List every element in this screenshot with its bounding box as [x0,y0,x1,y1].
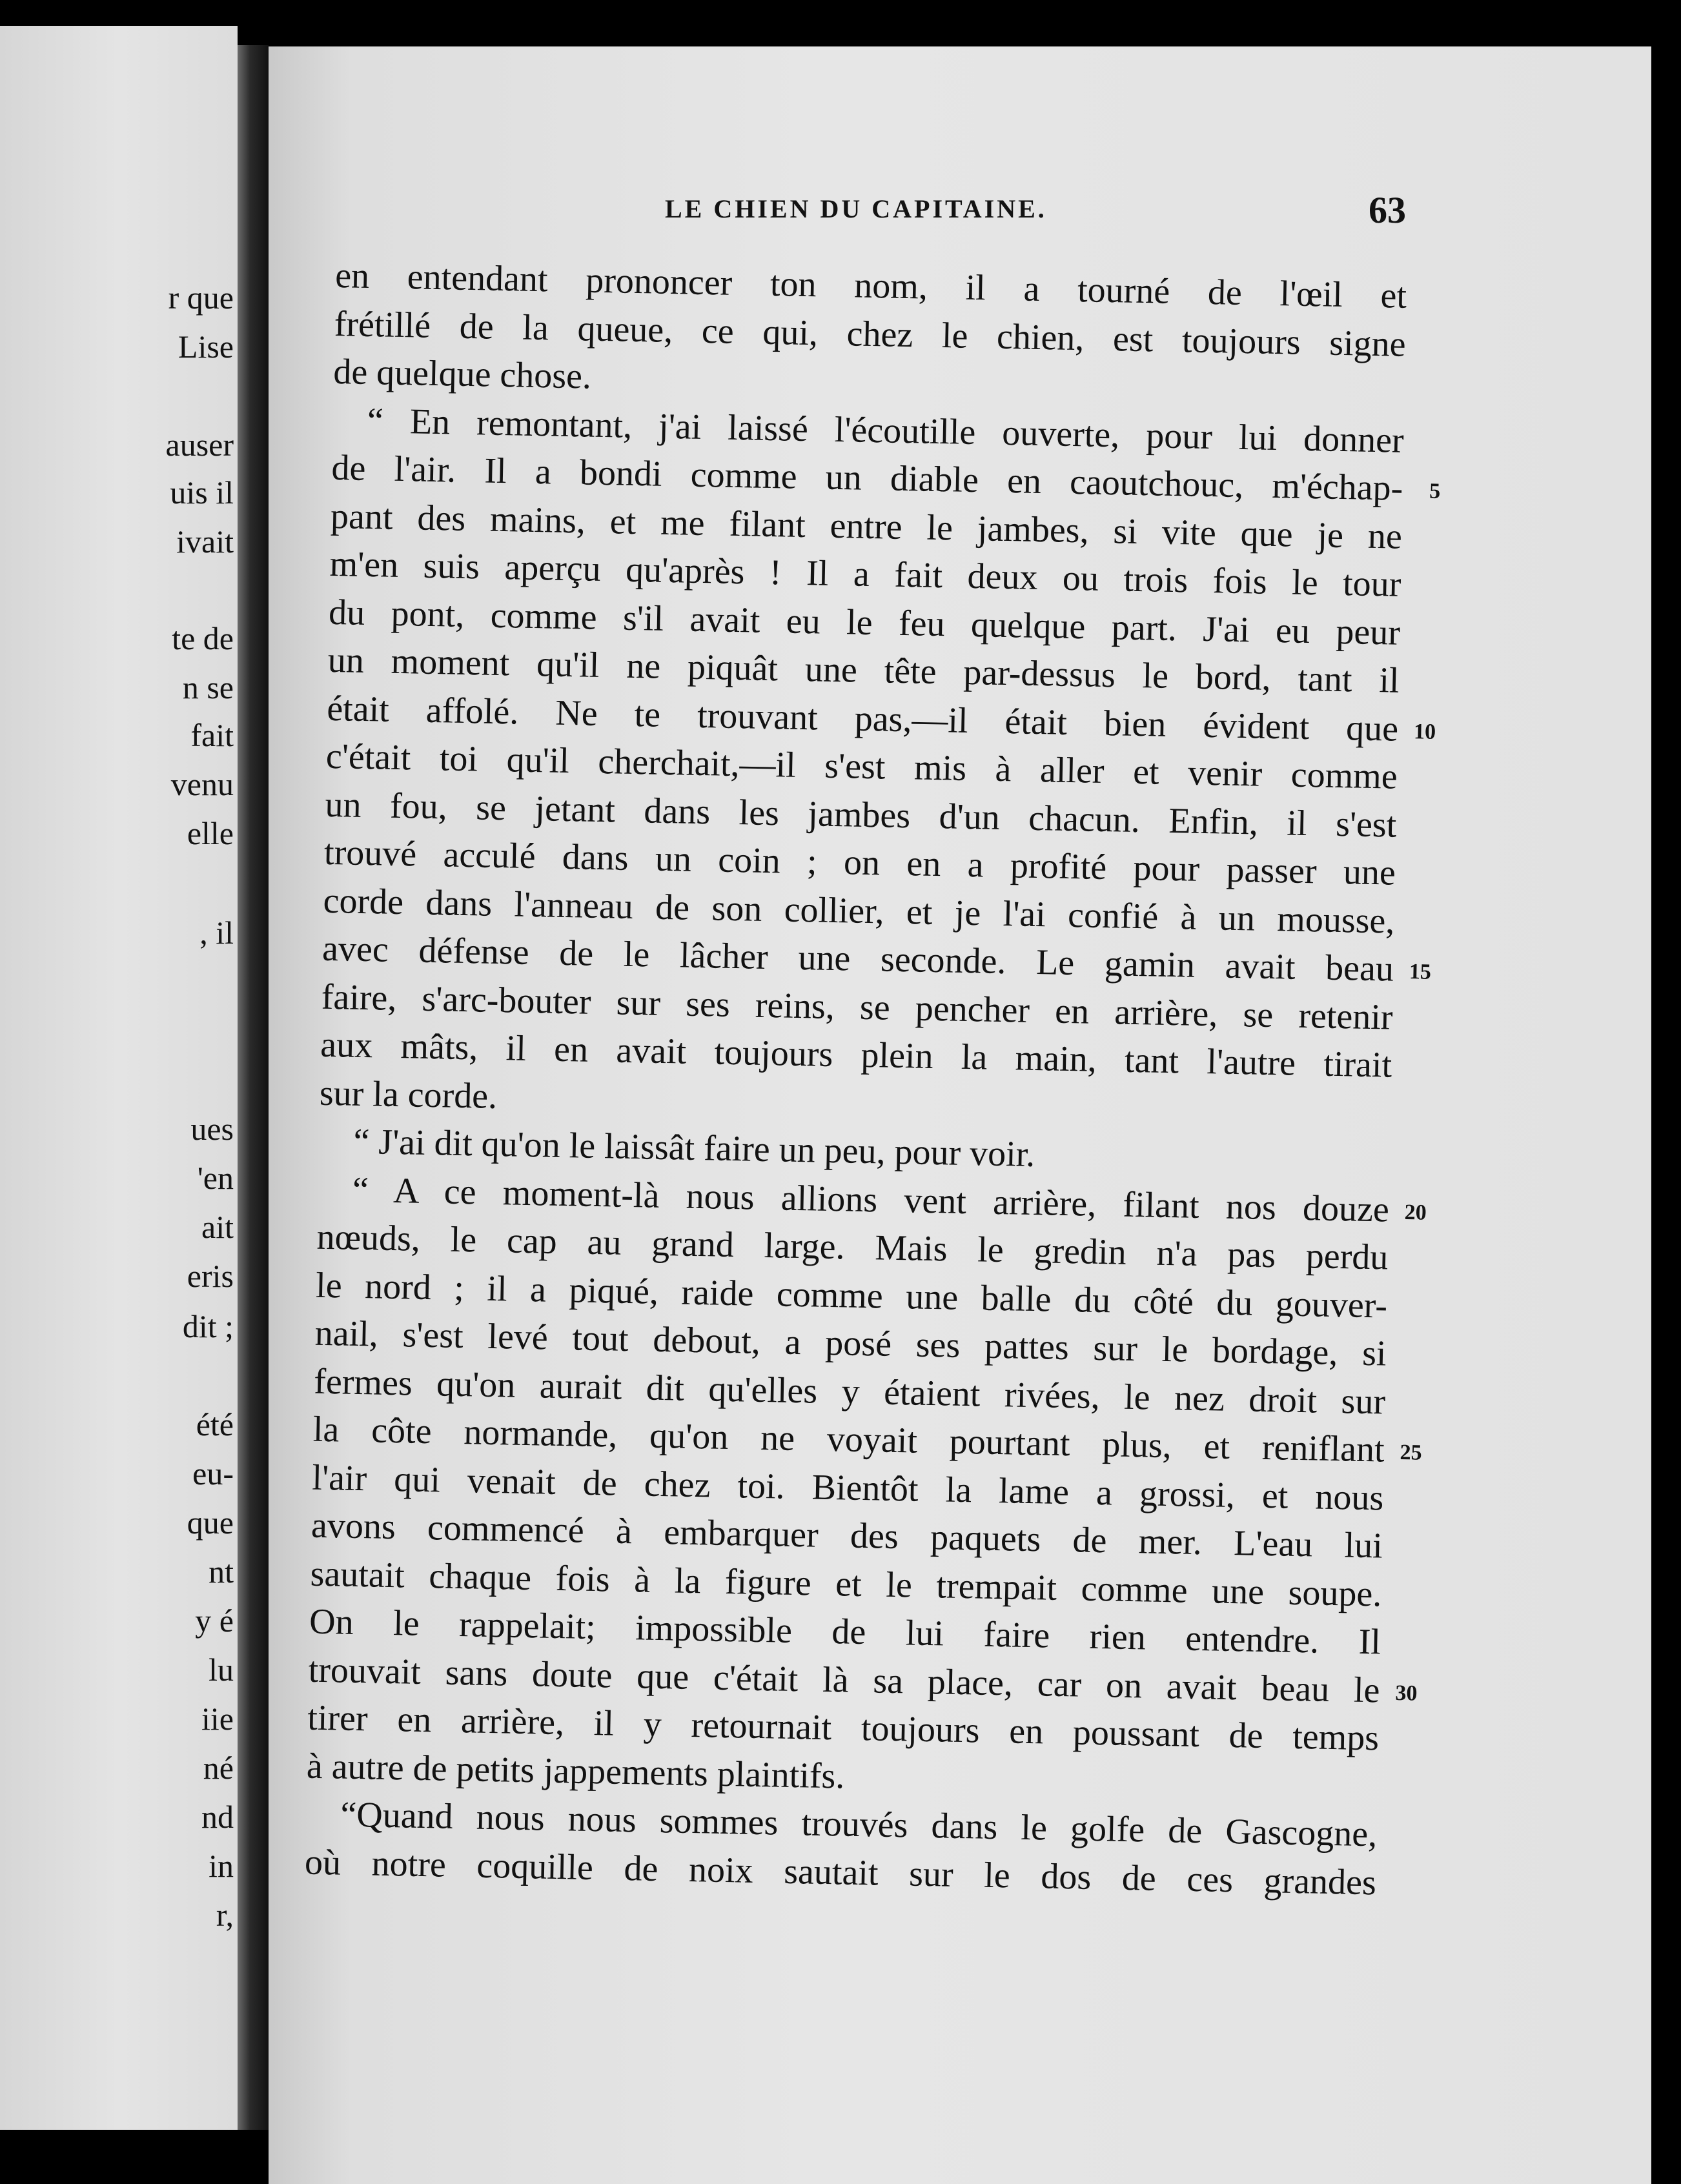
text-line-content: On le rappelait; impossible de lui faire rien entendre. Il [309,1601,1381,1663]
running-head: LE CHIEN DU CAPITAINE. [665,194,1047,223]
line-number: 5 [1429,479,1441,503]
line-number: 20 [1404,1200,1427,1225]
text-line-content: de quelque chose. [332,351,592,397]
text-line-content: nail, s'est levé tout debout, a posé ses pattes sur le bordage, si [314,1313,1387,1374]
previous-page-fragment: uis il [170,474,234,511]
text-line-content: pant des mains, et me filant entre le jambes, si vite que je ne [330,496,1403,557]
text-line-content: un moment qu'il ne piquât une tête par-dessus le bord, tant il [327,640,1400,701]
text-line-content: tirer en arrière, il y retournait toujours en poussant de temps [307,1697,1380,1759]
text-line-content: avec défense de le lâcher une seconde. Le gamin avait beau [321,928,1394,989]
previous-page-fragment: lu [209,1652,234,1688]
text-line-content: “ J'ai dit qu'on le laissât faire un peu, pour voir. [352,1121,1035,1175]
previous-page-fragment: ivait [176,523,234,560]
previous-page-fragment: r, [216,1897,234,1933]
previous-page-fragment: que [187,1504,234,1541]
text-line-content: où notre coquille de noix sautait sur le dos de ces grandes [304,1842,1377,1903]
page-body-text [304,252,1441,1906]
text-line-content: un fou, se jetant dans les jambes d'un chacun. Enfin, il s'est [324,784,1397,845]
line-number: 30 [1395,1681,1418,1706]
text-line-content: faire, s'arc-bouter sur ses reins, se pencher en arrière, se retenir [321,976,1394,1038]
text-line-content: “Quand nous nous sommes trouvés dans le golfe de Gascogne, [340,1794,1378,1855]
previous-page-fragment: eu- [192,1455,234,1491]
previous-page-fragment: ues [190,1111,234,1147]
text-line-content: le nord ; il a piqué, raide comme une balle du côté du gouver- [315,1265,1388,1326]
text-line-content: nœuds, le cap au grand large. Mais le gredin n'a pas perdu [316,1217,1389,1278]
text-line-content: était affolé. Ne te trouvant pas,—il était bien évident que [326,688,1399,749]
text-line-content: aux mâts, il en avait toujours plein la main, tant l'autre tirait [320,1024,1392,1086]
text-line-content: “ A ce moment-là nous allions vent arrière, filant nos douze [352,1169,1390,1230]
line-number: 15 [1409,960,1432,984]
text-line-content: du pont, comme s'il avait eu le feu quelque part. J'ai eu peur [328,592,1401,653]
text-line-content: c'était toi qu'il cherchait,—il s'est mis à aller et venir comme [325,736,1398,797]
text-line-content: sur la corde. [319,1073,498,1117]
line-number: 25 [1400,1440,1422,1465]
book-binding-gutter [238,45,269,2130]
text-line-content: corde dans l'anneau de son collier, et je l'ai confié à un mousse, [323,880,1395,942]
text-line-content: m'en suis aperçu qu'après ! Il a fait deux ou trois fois le tour [329,543,1401,605]
previous-page-fragment: fait [190,717,234,753]
previous-page-fragment: y é [195,1603,234,1639]
previous-page-fragment: , il [199,915,234,951]
text-line-content: sautait chaque fois à la figure et le trempait comme une soupe. [310,1553,1382,1614]
previous-page-fragment: venu [170,766,234,802]
previous-page [0,26,238,2130]
text-line-content: frétillé de la queue, ce qui, chez le chien, est toujours signe [334,303,1407,365]
previous-page-fragment: te de [172,620,234,656]
previous-page-fragment: 'en [197,1160,234,1196]
line-number: 10 [1413,719,1436,744]
previous-page-fragment: auser [165,427,234,463]
previous-page-fragment: ait [201,1209,234,1245]
page-number: 63 [1369,189,1406,231]
previous-page-fragment: né [203,1750,234,1786]
previous-page-text-fragments [0,26,238,2130]
previous-page-fragment: nt [209,1553,234,1590]
previous-page-fragment: in [209,1848,234,1884]
text-line-content: l'air qui venait de chez toi. Bientôt la lame a grossi, et nous [311,1457,1384,1519]
text-line-content: trouvait sans doute que c'était là sa place, car on avait beau le [308,1650,1381,1710]
previous-page-fragment: été [196,1406,234,1442]
text-line-content: “ En remontant, j'ai laissé l'écoutille ouverte, pour lui donner [367,400,1405,461]
previous-page-fragment: iie [201,1701,234,1737]
previous-page-fragment: n se [182,669,234,705]
text-line-content: trouvé acculé dans un coin ; on en a profité pour passer une [323,832,1396,893]
text-line-content: à autre de petits jappements plaintifs. [306,1746,845,1797]
previous-page-fragment: nd [201,1799,234,1835]
text-line-content: avons commencé à embarquer des paquets de mer. L'eau lui [311,1505,1383,1566]
text-line-content: de l'air. Il a bondi comme un diable en caoutchouc, m'échap- [331,447,1403,509]
text-line-content: la côte normande, qu'on ne voyait pourtant plus, et reniflant [312,1409,1385,1470]
previous-page-fragment: elle [187,815,234,851]
previous-page-fragment: dit ; [182,1308,234,1344]
text-line-content: fermes qu'on aurait dit qu'elles y étaient rivées, le nez droit sur [313,1361,1386,1422]
previous-page-fragment: eris [187,1258,234,1294]
previous-page-fragment: r que [168,279,234,316]
text-line-content: en entendant prononcer ton nom, il a tourné de l'œil et [334,255,1407,316]
previous-page-fragment: Lise [178,329,234,365]
